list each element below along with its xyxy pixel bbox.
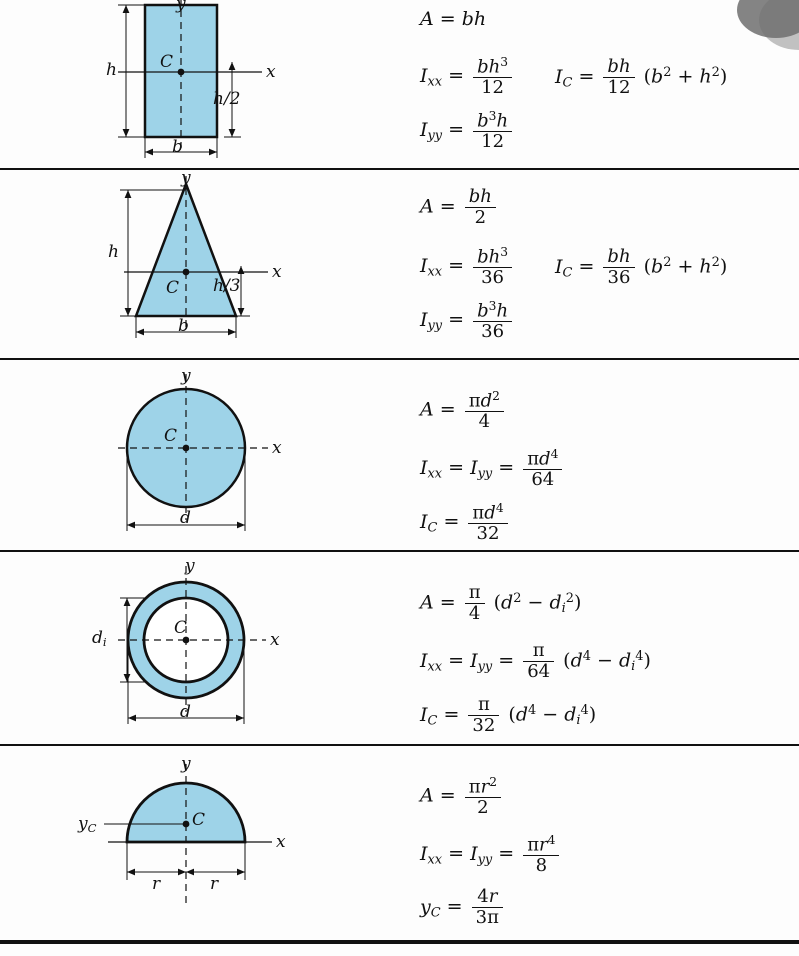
height-label: h — [108, 242, 119, 262]
formula-area: A = $\frac{\pi r^2}{2}$ — [420, 776, 504, 817]
radius-right-label: r — [210, 874, 219, 894]
axis-label-y: y — [181, 366, 191, 386]
formula-area: A = bh — [420, 8, 487, 30]
inner-diameter-label: $d_i$ — [92, 628, 107, 650]
base-label: b — [178, 316, 189, 336]
centroid-label: C — [164, 426, 178, 446]
formula-yc: $y_C$ = $\frac{4r}{3\pi}$ — [420, 888, 506, 927]
axis-label-y: y — [176, 0, 186, 14]
formula-ixx-iyy: $I_{xx} = I_{yy}$ = $\frac{\pi}{64}$ $(d^4 - d_i^4)$ — [420, 640, 651, 683]
formulas-semicircle — [400, 746, 799, 940]
figure-circle — [0, 360, 400, 550]
formula-iyy: $I_{yy}$ = $\frac{b^3h}{36}$ — [420, 300, 515, 341]
formula-ic: $I_C$ = $\frac{\pi d^4}{32}$ — [420, 502, 511, 543]
axis-label-x: x — [270, 630, 280, 650]
figure-semicircle — [0, 746, 400, 940]
axis-label-x: x — [272, 438, 282, 458]
rectangle-diagram — [0, 0, 400, 170]
height-label: h — [106, 60, 117, 80]
centroid-label: C — [174, 618, 188, 638]
formulas-circle — [400, 360, 799, 550]
centroid-label: C — [160, 52, 174, 72]
table-row — [0, 552, 799, 746]
formula-ic: $I_C$ = $\frac{bh}{12}$ $(b^2 + h^2)$ — [555, 56, 728, 99]
table-row — [0, 170, 799, 360]
axis-label-x: x — [266, 62, 276, 82]
base-label: b — [172, 137, 183, 157]
triangle-diagram — [0, 170, 400, 360]
axis-label-x: x — [272, 262, 282, 282]
figure-hollow-circle — [0, 552, 400, 744]
formula-iyy: $I_{yy}$ = $\frac{b^3h}{12}$ — [420, 110, 515, 151]
table-row — [0, 360, 799, 552]
semicircle-diagram — [0, 746, 400, 942]
centroid-label: C — [192, 810, 206, 830]
formula-ic: $I_C$ = $\frac{\pi}{32}$ $(d^4 - d_i^4)$ — [420, 694, 597, 737]
diameter-label: d — [180, 508, 191, 528]
figure-triangle — [0, 170, 400, 358]
axis-label-y: y — [185, 556, 195, 576]
axis-label-y: y — [181, 754, 191, 774]
formulas-triangle — [400, 170, 799, 358]
outer-diameter-label: d — [180, 702, 191, 722]
axis-label-x: x — [276, 832, 286, 852]
formula-area: A = $\frac{\pi d^2}{4}$ — [420, 390, 507, 431]
formula-ixx-iyy: $I_{xx} = I_{yy}$ = $\frac{\pi d^4}{64}$ — [420, 448, 565, 489]
formulas-rectangle — [400, 0, 799, 168]
page-bottom-rule — [0, 941, 799, 944]
figure-rectangle — [0, 0, 400, 168]
formula-ixx: $I_{xx}$ = $\frac{bh^3}{36}$ — [420, 246, 515, 287]
centroid-height-label: $y_C$ — [78, 814, 97, 836]
table-row — [0, 0, 799, 170]
formula-ixx-iyy: $I_{xx} = I_{yy}$ = $\frac{\pi r^4}{8}$ — [420, 834, 562, 875]
formula-ic: $I_C$ = $\frac{bh}{36}$ $(b^2 + h^2)$ — [555, 246, 728, 289]
radius-left-label: r — [152, 874, 161, 894]
table-row — [0, 746, 799, 942]
third-height-label: h/3 — [213, 276, 241, 296]
formula-area: A = $\frac{bh}{2}$ — [420, 188, 499, 227]
axis-label-y: y — [181, 168, 191, 188]
half-height-label: h/2 — [213, 89, 241, 109]
hollow-circle-diagram — [0, 552, 400, 746]
circle-diagram — [0, 360, 400, 552]
formula-ixx: $I_{xx}$ = $\frac{bh^3}{12}$ — [420, 56, 515, 97]
centroid-label: C — [166, 278, 180, 298]
formulas-hollow-circle — [400, 552, 799, 744]
formula-area: A = $\frac{\pi}{4}$ $(d^2 - d_i^2)$ — [420, 582, 582, 625]
